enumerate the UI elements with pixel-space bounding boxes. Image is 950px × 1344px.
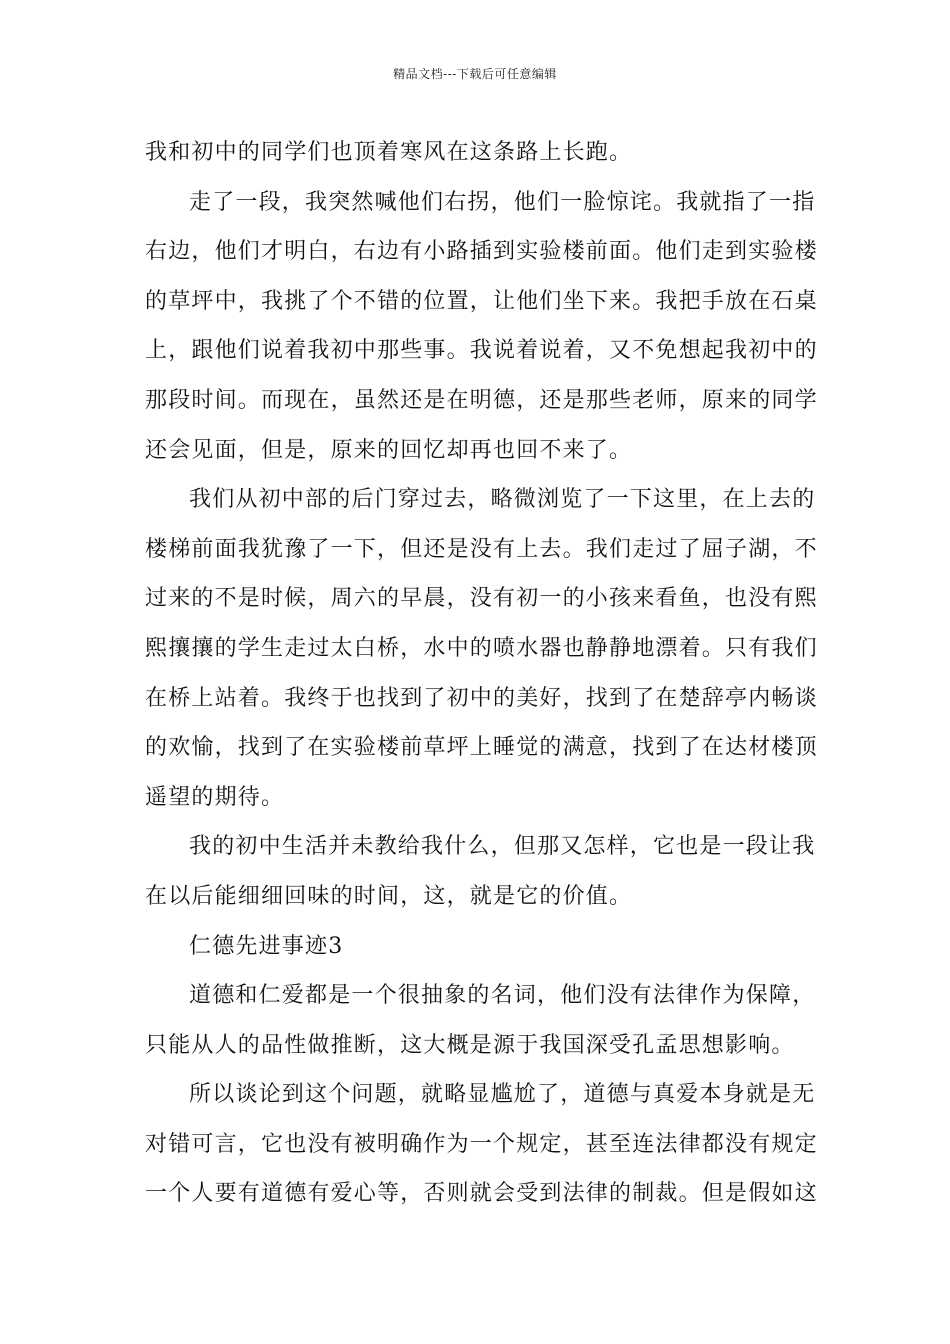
text-line: 只能从人的品性做推断，这大概是源于我国深受孔孟思想影响。 — [145, 1032, 795, 1058]
paragraph-1 — [145, 128, 810, 178]
paragraph-6 — [145, 1070, 818, 1219]
paragraph-2 — [145, 178, 818, 476]
text-line: 在桥上站着。我终于也找到了初中的美好，找到了在楚辞亭内畅谈 — [145, 685, 818, 711]
text-line: 右边，他们才明白，右边有小路插到实验楼前面。他们走到实验楼 — [145, 239, 818, 265]
page-header: 精品文档---下载后可任意编辑 — [393, 67, 557, 81]
document-body — [145, 128, 818, 1219]
text-line: 我们从初中部的后门穿过去，略微浏览了一下这里，在上去的 — [189, 487, 816, 513]
text-line: 仁德先进事迹3 — [189, 933, 344, 959]
text-line: 道德和仁爱都是一个很抽象的名词，他们没有法律作为保障， — [189, 983, 816, 1009]
text-line: 在以后能细细回味的时间，这，就是它的价值。 — [145, 883, 633, 909]
section-heading — [145, 922, 810, 972]
text-line: 我和初中的同学们也顶着寒风在这条路上长跑。 — [145, 140, 633, 165]
text-line: 楼梯前面我犹豫了一下，但还是没有上去。我们走过了屈子湖，不 — [145, 536, 818, 562]
text-line: 的欢愉，找到了在实验楼前草坪上睡觉的满意，找到了在达材楼顶 — [145, 735, 818, 761]
text-line: 一个人要有道德有爱心等，否则就会受到法律的制裁。但是假如这 — [145, 1181, 818, 1207]
paragraph-5 — [145, 971, 816, 1070]
text-line: 那段时间。而现在，虽然还是在明德，还是那些老师，原来的同学 — [145, 387, 818, 413]
text-line: 走了一段，我突然喊他们右拐，他们一脸惊诧。我就指了一指 — [189, 189, 816, 215]
text-line: 所以谈论到这个问题，就略显尴尬了，道德与真爱本身就是无 — [189, 1082, 816, 1108]
text-line: 过来的不是时候，周六的早晨，没有初一的小孩来看鱼，也没有熙 — [145, 586, 818, 612]
paragraph-4 — [145, 822, 816, 921]
text-line: 我的初中生活并未教给我什么，但那又怎样，它也是一段让我 — [189, 834, 816, 860]
text-line: 遥望的期待。 — [145, 784, 285, 810]
text-line: 熙攘攘的学生走过太白桥，水中的喷水器也静静地漂着。只有我们 — [145, 635, 818, 661]
paragraph-3 — [145, 475, 818, 822]
text-line: 上，跟他们说着我初中那些事。我说着说着，又不免想起我初中的 — [145, 338, 818, 364]
text-line: 还会见面，但是，原来的回忆却再也回不来了。 — [145, 437, 633, 463]
text-line: 的草坪中，我挑了个不错的位置，让他们坐下来。我把手放在石桌 — [145, 288, 818, 314]
text-line: 对错可言，它也没有被明确作为一个规定，甚至连法律都没有规定 — [145, 1131, 818, 1157]
